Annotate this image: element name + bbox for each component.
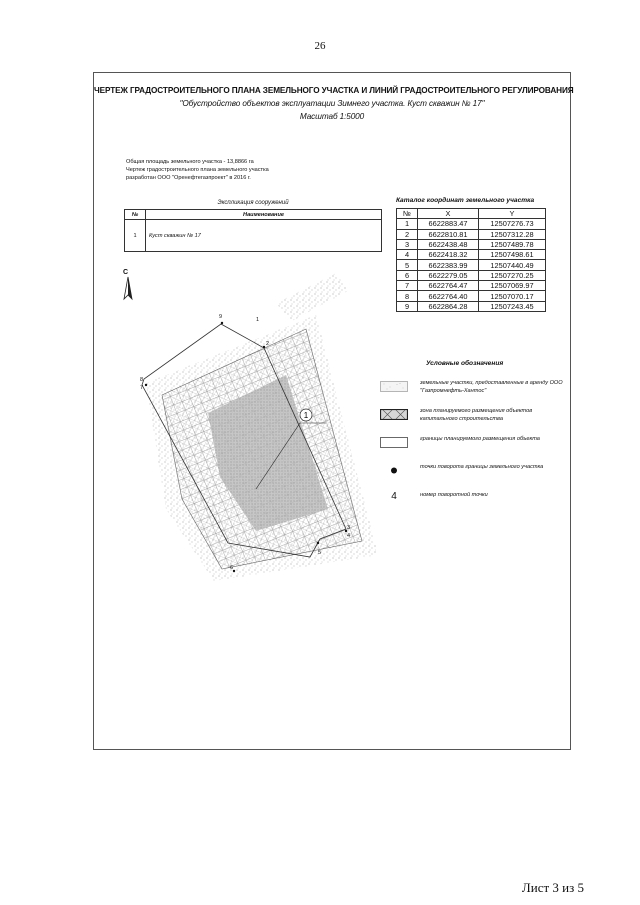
catalog-cell: 12507440.49 xyxy=(479,260,546,270)
catalog-cell: 12507276.73 xyxy=(479,219,546,229)
turning-point-dot xyxy=(145,384,147,386)
catalog-cell: 6622864.28 xyxy=(418,301,479,311)
explication-header-num: № xyxy=(125,210,146,220)
legend-item-turning-point xyxy=(380,463,570,485)
table-row xyxy=(397,260,546,270)
turning-point-dot xyxy=(233,570,235,572)
area-notes xyxy=(126,158,269,182)
point-label-4: 4 xyxy=(347,533,351,539)
north-label: С xyxy=(123,269,129,276)
table-row xyxy=(397,281,546,291)
legend-item-placement-boundary xyxy=(380,435,570,457)
catalog-cell: 12507243.45 xyxy=(479,301,546,311)
note-line: Чертеж градостроительного плана земельного участка xyxy=(126,167,269,173)
coordinate-catalog-table xyxy=(396,208,546,312)
outline-swatch-icon xyxy=(380,437,408,448)
catalog-cell: 6622810.81 xyxy=(418,229,479,239)
point-label-7: 7 xyxy=(140,385,144,391)
point-label-1: 1 xyxy=(256,317,260,323)
catalog-cell: 6622418.32 xyxy=(418,250,479,260)
legend-label: точки поворота границы земельного участка xyxy=(420,464,544,470)
drawing-subtitle: "Обустройство объектов эксплуатации Зимнего участка. Куст скважин № 17" xyxy=(179,99,485,108)
explication-table xyxy=(124,209,382,252)
point-number-sample: 4 xyxy=(391,491,397,502)
catalog-cell: 6622383.99 xyxy=(418,260,479,270)
legend-item-construction-zone xyxy=(380,407,570,429)
catalog-cell: 12507312.28 xyxy=(479,229,546,239)
drawing-sheet xyxy=(93,72,574,750)
point-label-2: 2 xyxy=(266,341,270,347)
catalog-title: Каталог координат земельного участка xyxy=(396,197,535,204)
note-line: Общая площадь земельного участка - 13,8866 га xyxy=(126,159,254,165)
table-row xyxy=(397,270,546,280)
dot-icon xyxy=(380,465,408,476)
point-label-3: 3 xyxy=(347,525,351,531)
access-road-stipple xyxy=(276,273,348,321)
explication-title: Экспликация сооружений xyxy=(217,200,289,206)
legend-label: земельные участки, предоставленные в аренду ООО "Газпромнефть-Хантос" xyxy=(420,380,563,394)
table-row xyxy=(397,239,546,249)
callout-number: 1 xyxy=(303,411,309,420)
point-label-9: 9 xyxy=(219,314,223,320)
stipple-swatch-icon xyxy=(380,381,408,392)
drawing-title: ЧЕРТЕЖ ГРАДОСТРОИТЕЛЬНОГО ПЛАНА ЗЕМЕЛЬНОГО УЧАСТКА И ЛИНИЙ ГРАДОСТРОИТЕЛЬНОГО РЕГУЛИРОВАНИЯ xyxy=(94,86,574,95)
legend-label: зона планируемого размещения объектов капитального строительства xyxy=(420,408,533,422)
catalog-cell: 12507489.78 xyxy=(479,239,546,249)
catalog-cell: 6622279.05 xyxy=(418,270,479,280)
catalog-cell: 9 xyxy=(397,301,418,311)
legend-label: номер поворотной точки xyxy=(420,492,488,498)
table-row xyxy=(397,250,546,260)
site-plan-map xyxy=(116,263,376,583)
catalog-cell: 5 xyxy=(397,260,418,270)
catalog-cell: 6622764.47 xyxy=(418,281,479,291)
point-label-6: 6 xyxy=(230,565,234,571)
explication-header-name: Наименование xyxy=(146,210,382,220)
point-label-5: 5 xyxy=(318,550,322,556)
north-arrow-icon xyxy=(124,277,132,299)
catalog-cell: 6622764.40 xyxy=(418,291,479,301)
catalog-cell: 12507270.25 xyxy=(479,270,546,280)
explication-cell-name: Куст скважин № 17 xyxy=(146,220,382,252)
catalog-cell: 12507070.17 xyxy=(479,291,546,301)
catalog-cell: 12507498.61 xyxy=(479,250,546,260)
turning-point-dot xyxy=(317,542,319,544)
sheet-counter: Лист 3 из 5 xyxy=(521,880,584,895)
turning-point-dot xyxy=(263,346,265,348)
catalog-cell: 6622438.48 xyxy=(418,239,479,249)
catalog-cell: 1 xyxy=(397,219,418,229)
turning-point-dot xyxy=(221,322,223,324)
legend-item-leased-land xyxy=(380,379,570,401)
catalog-cell: 12507069.97 xyxy=(479,281,546,291)
catalog-header-y: Y xyxy=(479,209,546,219)
catalog-header-x: X xyxy=(418,209,479,219)
catalog-cell: 2 xyxy=(397,229,418,239)
catalog-cell: 6622883.47 xyxy=(418,219,479,229)
crosshatch-swatch-icon xyxy=(380,409,408,420)
drawing-scale: Масштаб 1:5000 xyxy=(299,112,365,121)
catalog-cell: 3 xyxy=(397,239,418,249)
point-label-8: 8 xyxy=(140,377,144,383)
table-row xyxy=(397,291,546,301)
catalog-cell: 6 xyxy=(397,270,418,280)
page-number: 26 xyxy=(314,40,326,52)
table-row xyxy=(397,301,546,311)
table-row xyxy=(397,219,546,229)
table-row xyxy=(397,229,546,239)
catalog-header-num: № xyxy=(397,209,418,219)
legend-item-point-number xyxy=(380,489,570,511)
note-line: разработан ООО "Оренефтегазпроект" в 2016 г. xyxy=(126,175,251,181)
explication-cell-num: 1 xyxy=(125,220,146,252)
legend-title: Условные обозначения xyxy=(426,360,504,367)
catalog-cell: 8 xyxy=(397,291,418,301)
table-row xyxy=(125,220,382,252)
legend-label: границы планируемого размещения объекта xyxy=(420,436,540,442)
catalog-cell: 4 xyxy=(397,250,418,260)
catalog-cell: 7 xyxy=(397,281,418,291)
